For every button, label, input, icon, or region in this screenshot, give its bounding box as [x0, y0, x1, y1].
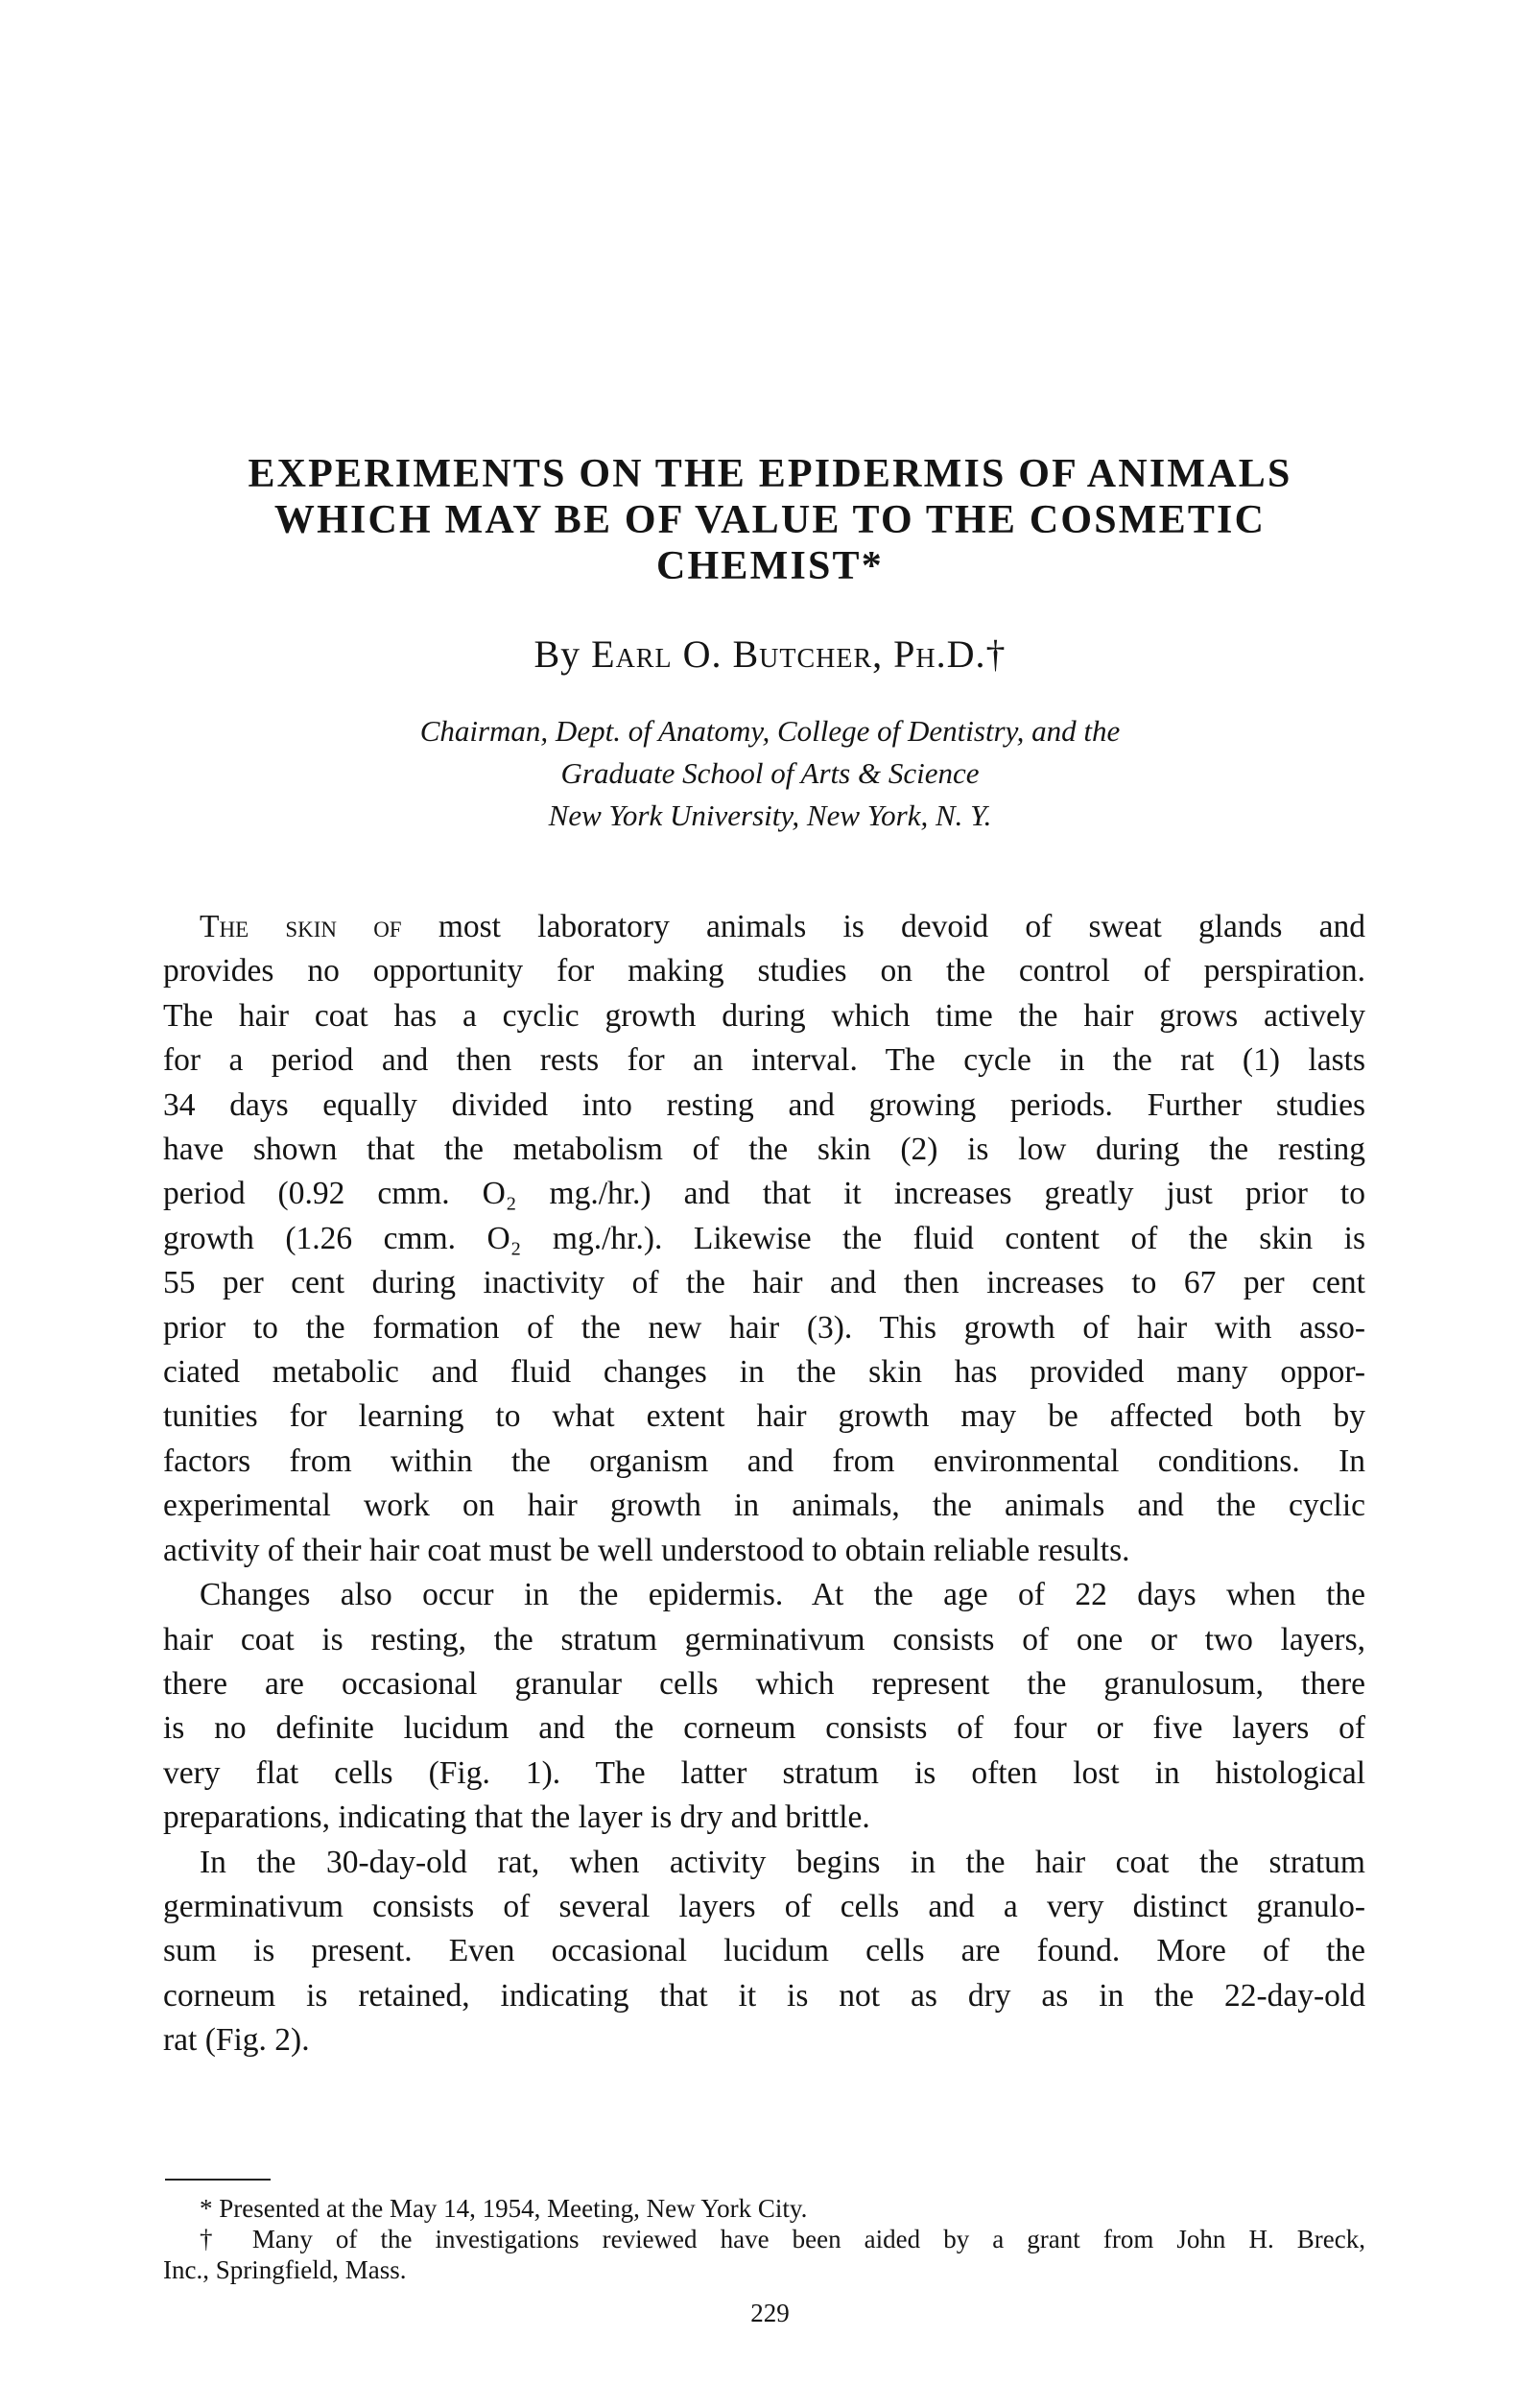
- title-line: WHICH MAY BE OF VALUE TO THE COSMETIC: [273, 498, 1267, 542]
- text-line: germinativum consists of several layers of cells and a very distinct granulo-: [163, 1888, 1365, 1924]
- text-line: experimental work on hair growth in animals, the animals and the cyclic: [163, 1488, 1365, 1524]
- text-line: growth (1.26 cmm. O₂ mg./hr.). Likewise the fluid content of the skin is: [163, 1220, 1365, 1256]
- text-line: period (0.92 cmm. O₂ mg./hr.) and that it increases greatly just prior to: [163, 1176, 1365, 1212]
- author-name: Earl O. Butcher, Ph.D.†: [591, 632, 1007, 676]
- text-line: The skin of most laboratory animals is devoid of sweat glands and: [200, 909, 1365, 944]
- paragraph-2: [163, 1573, 1365, 1840]
- affiliation-line: New York University, New York, N. Y.: [548, 799, 992, 832]
- text-line: sum is present. Even occasional lucidum cells are found. More of the: [163, 1933, 1365, 1969]
- text-line: provides no opportunity for making studies on the control of perspiration.: [163, 953, 1365, 989]
- text-line: tunities for learning to what extent hair growth may be affected both by: [163, 1398, 1365, 1435]
- paragraph-3: [163, 1841, 1365, 2063]
- footnote-presented: * Presented at the May 14, 1954, Meeting, New York City.: [200, 2194, 808, 2223]
- paragraph-1: [163, 905, 1365, 1573]
- text-line: rat (Fig. 2).: [163, 2022, 310, 2059]
- affiliation-line: Graduate School of Arts & Science: [560, 756, 980, 790]
- text-line: 55 per cent during inactivity of the hair and then increases to 67 per cent: [163, 1265, 1365, 1301]
- author-affiliation: [154, 710, 1386, 837]
- article-title: [154, 451, 1386, 589]
- text-line: for a period and then rests for an interval. The cycle in the rat (1) lasts: [163, 1042, 1365, 1079]
- author-byline: [154, 632, 1386, 678]
- lead-in-small-caps: The skin of: [200, 909, 402, 944]
- footnote-grant: † Many of the investigations reviewed have been aided by a grant from John H. Breck,: [200, 2225, 1365, 2253]
- page-number: 229: [750, 2299, 790, 2327]
- text-line: Changes also occur in the epidermis. At the age of 22 days when the: [200, 1577, 1365, 1613]
- text-line: 34 days equally divided into resting and growing periods. Further studies: [163, 1086, 1365, 1123]
- text-line: corneum is retained, indicating that it is not as dry as in the 22-day-old: [163, 1977, 1365, 2014]
- footnotes: [163, 2193, 1365, 2285]
- text-line: hair coat is resting, the stratum germinativum consists of one or two layers,: [163, 1621, 1365, 1657]
- byline-prefix: By: [533, 632, 581, 676]
- text-line: activity of their hair coat must be well understood to obtain reliable results.: [163, 1532, 1130, 1568]
- text-line: prior to the formation of the new hair (3). This growth of hair with asso-: [163, 1309, 1365, 1346]
- text-line: preparations, indicating that the layer is dry and brittle.: [163, 1800, 870, 1836]
- text-line: very flat cells (Fig. 1). The latter stratum is often lost in histological: [163, 1754, 1365, 1791]
- title-line: EXPERIMENTS ON THE EPIDERMIS OF ANIMALS: [248, 452, 1292, 496]
- footnote-divider: [165, 2179, 271, 2181]
- title-line: CHEMIST*: [656, 544, 884, 588]
- text-line: there are occasional granular cells which represent the granulosum, there: [163, 1665, 1365, 1702]
- text-line: ciated metabolic and fluid changes in the skin has provided many oppor-: [163, 1354, 1365, 1391]
- text-line: have shown that the metabolism of the skin (2) is low during the resting: [163, 1132, 1365, 1168]
- text-line: factors from within the organism and from environmental conditions. In: [163, 1442, 1365, 1479]
- affiliation-line: Chairman, Dept. of Anatomy, College of Dentistry, and the: [419, 714, 1121, 748]
- text-line: is no definite lucidum and the corneum consists of four or five layers of: [163, 1710, 1365, 1747]
- text-line: In the 30-day-old rat, when activity begins in the hair coat the stratum: [200, 1844, 1365, 1880]
- footnote-grant-continued: Inc., Springfield, Mass.: [163, 2255, 407, 2284]
- text-line: The hair coat has a cyclic growth during which time the hair grows actively: [163, 997, 1365, 1034]
- article-body: [163, 905, 1365, 2063]
